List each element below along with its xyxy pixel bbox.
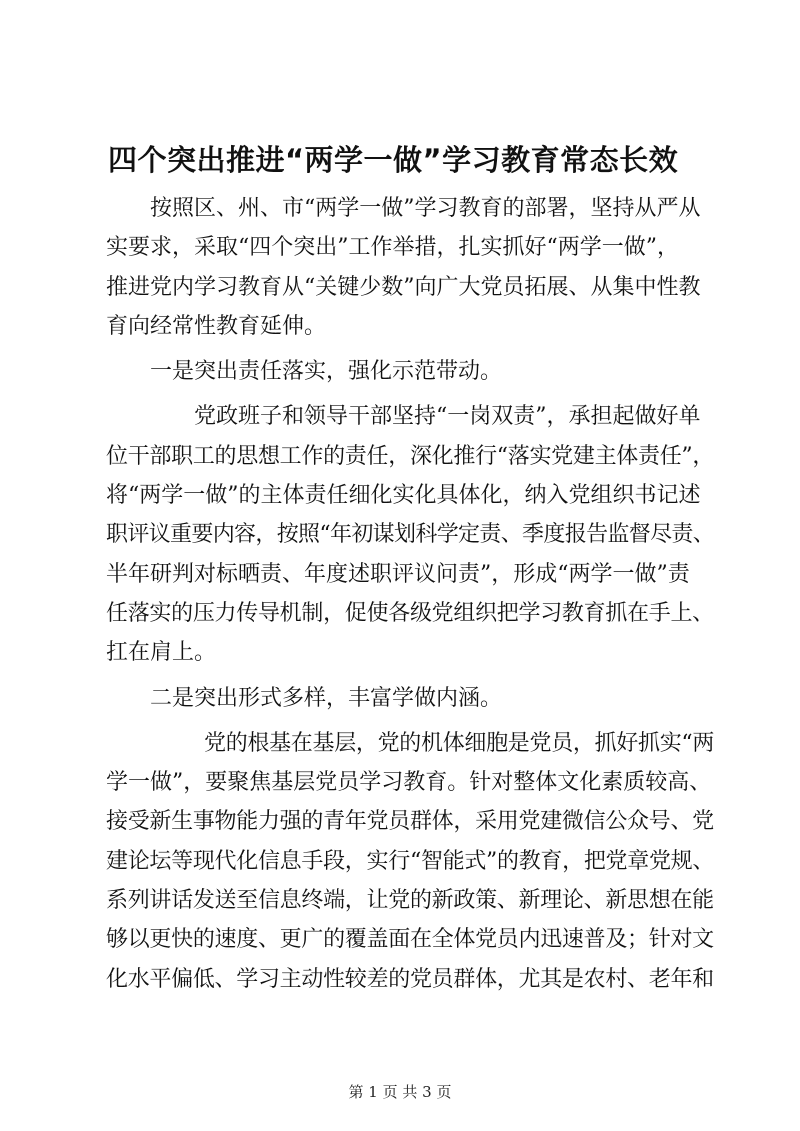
text-line: 育向经常性教育延伸。 <box>106 313 327 339</box>
text-line: 建论坛等现代化信息手段，实行“智能式”的教育，把党章党规、 <box>106 848 715 874</box>
text-line: 推进党内学习教育从“关键少数”向广大党员拓展、从集中性教 <box>106 274 701 300</box>
document-body <box>106 189 714 999</box>
text-line: 够以更快的速度、更广的覆盖面在全体党员内迅速普及；针对文 <box>106 927 714 953</box>
section-heading: 一是突出责任落实，强化示范带动。 <box>150 359 503 385</box>
text-line: 任落实的压力传导机制，促使各级党组织把学习教育抓在手上、 <box>106 600 714 626</box>
text-line: 将“两学一做”的主体责任细化实化具体化，纳入党组织书记述 <box>106 483 701 509</box>
text-line: 党政班子和领导干部坚持“一岗双责”，承担起做好单 <box>194 404 701 430</box>
text-line: 扛在肩上。 <box>106 640 217 666</box>
text-line: 党的根基在基层，党的机体细胞是党员，抓好抓实“两 <box>204 730 715 756</box>
text-line: 职评议重要内容，按照“年初谋划科学定责、季度报告监督尽责、 <box>106 522 715 548</box>
section-heading: 二是突出形式多样，丰富学做内涵。 <box>150 685 503 711</box>
text-line: 实要求，采取“四个突出”工作举措，扎实抓好“两学一做”， <box>106 235 679 261</box>
text-line: 化水平偏低、学习主动性较差的党员群体，尤其是农村、老年和 <box>106 966 714 992</box>
text-line: 位干部职工的思想工作的责任，深化推行“落实党建主体责任”， <box>106 443 715 469</box>
text-line: 按照区、州、市“两学一做”学习教育的部署，坚持从严从 <box>150 196 701 221</box>
text-line: 系列讲话发送至信息终端，让党的新政策、新理论、新思想在能 <box>106 888 714 914</box>
text-line: 学一做”，要聚焦基层党员学习教育。针对整体文化素质较高、 <box>106 770 712 796</box>
document-title: 四个突出推进“两学一做”学习教育常态长效 <box>108 143 679 177</box>
text-line: 半年研判对标晒责、年度述职评议问责”，形成“两学一做”责 <box>106 561 690 587</box>
text-line: 接受新生事物能力强的青年党员群体，采用党建微信公众号、党 <box>106 809 714 835</box>
page-footer: 第 1 页 共 3 页 <box>348 1083 452 1101</box>
